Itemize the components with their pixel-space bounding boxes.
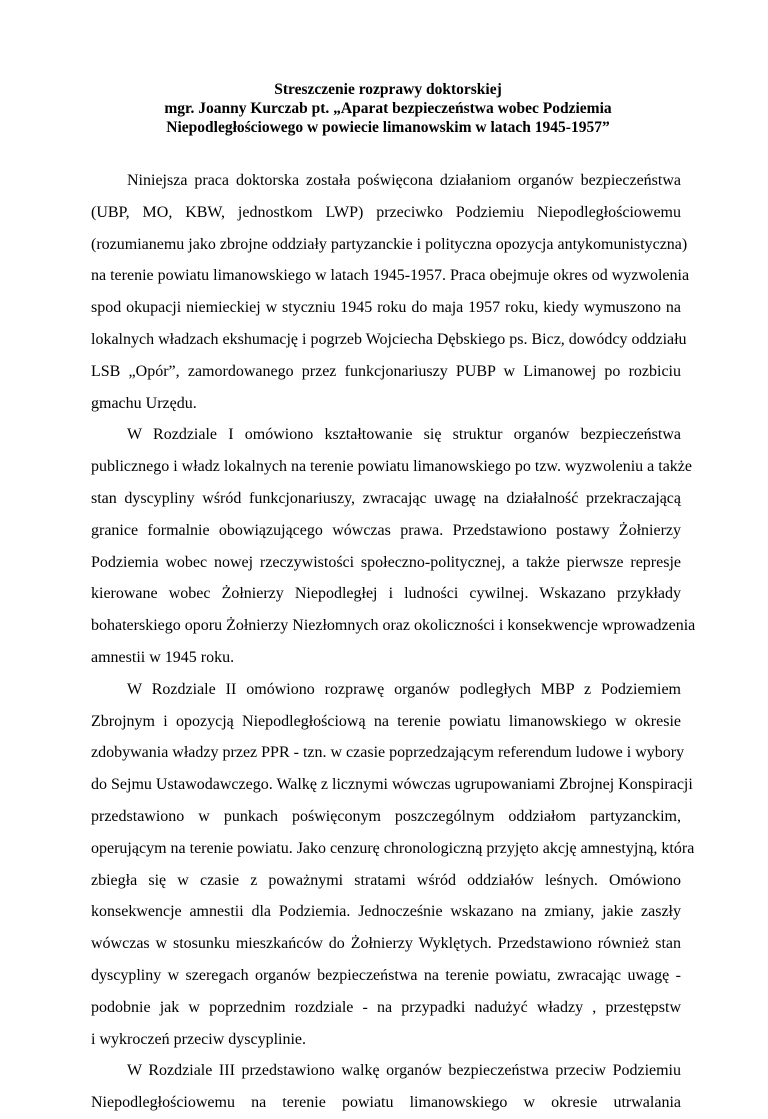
- text-line: na terenie powiatu limanowskiego w latach 1945-1957. Praca obejmuje okres od wyzwolenia: [91, 267, 690, 285]
- text-line: lokalnych władzach ekshumację i pogrzeb Wojciecha Dębskiego ps. Bicz, dowódcy oddziału: [91, 330, 687, 348]
- title-line: Streszczenie rozprawy doktorskiej: [274, 81, 502, 98]
- text-line: konsekwencje amnestii dla Podziemia. Jednocześnie wskazano na zmiany, jakie zaszły: [91, 903, 681, 921]
- document-body: [91, 165, 696, 1119]
- text-line: W Rozdziale I omówiono kształtowanie się struktur organów bezpieczeństwa: [127, 426, 681, 444]
- text-line: W Rozdziale III przedstawiono walkę organów bezpieczeństwa przeciw Podziemiu: [127, 1062, 681, 1080]
- text-line: operującym na terenie powiatu. Jako cenzurę chronologiczną przyjęto akcję amnestyjną, która: [91, 839, 695, 857]
- text-line: (UBP, MO, KBW, jednostkom LWP) przeciwko Podziemiu Niepodległościowemu: [91, 203, 681, 221]
- text-line: stan dyscypliny wśród funkcjonariuszy, zwracając uwagę na działalność przekraczającą: [91, 489, 681, 507]
- text-line: i wykroczeń przeciw dyscyplinie.: [91, 1030, 307, 1048]
- text-line: przedstawiono w punkach poświęconym poszczególnym oddziałom partyzanckim,: [91, 807, 681, 825]
- text-line: Podziemia wobec nowej rzeczywistości społeczno-politycznej, a także pierwsze represje: [91, 553, 681, 571]
- text-line: zbiegła się w czasie z poważnymi stratami wśród oddziałów leśnych. Omówiono: [91, 871, 681, 889]
- paragraph-chapter-2: [91, 674, 695, 1056]
- text-line: podobnie jak w poprzednim rozdziale - na przypadki nadużyć władzy , przestępstw: [91, 998, 681, 1016]
- text-line: granice formalnie obowiązującego wówczas prawa. Przedstawiono postawy Żołnierzy: [91, 521, 681, 539]
- title-line: Niepodległościowego w powiecie limanowskim w latach 1945-1957”: [166, 119, 610, 136]
- text-line: bohaterskiego oporu Żołnierzy Niezłomnych oraz okoliczności i konsekwencje wprowadzenia: [91, 617, 696, 635]
- text-line: spod okupacji niemieckiej w styczniu 1945 roku do maja 1957 roku, kiedy wymuszono na: [91, 299, 681, 317]
- text-line: kierowane wobec Żołnierzy Niepodległej i ludności cywilnej. Wskazano przykłady: [91, 585, 681, 603]
- text-line: Zbrojnym i opozycją Niepodległościową na terenie powiatu limanowskiego w okresie: [91, 712, 681, 730]
- text-line: (rozumianemu jako zbrojne oddziały partyzanckie i polityczna opozycja antykomunistyczna): [91, 235, 688, 253]
- text-line: LSB „Opór”, zamordowanego przez funkcjonariuszy PUBP w Limanowej po rozbiciu: [91, 362, 681, 380]
- text-line: Niniejsza praca doktorska została poświęcona działaniom organów bezpieczeństwa: [127, 172, 681, 189]
- document-title: [91, 80, 681, 137]
- text-line: do Sejmu Ustawodawczego. Walkę z licznymi wówczas ugrupowaniami Zbrojnej Konspiracji: [91, 776, 693, 794]
- text-line: W Rozdziale II omówiono rozprawę organów podległych MBP z Podziemiem: [127, 680, 681, 698]
- text-line: zdobywania władzy przez PPR - tzn. w czasie poprzedzającym referendum ludowe i wybory: [91, 744, 685, 762]
- title-line: mgr. Joanny Kurczab pt. „Aparat bezpieczeństwa wobec Podziemia: [164, 100, 612, 117]
- paragraph-intro: [91, 165, 690, 419]
- text-line: Niepodległościowemu na terenie powiatu limanowskiego w okresie utrwalania: [91, 1094, 681, 1112]
- text-line: gmachu Urzędu.: [91, 394, 197, 412]
- text-line: dyscypliny w szeregach organów bezpieczeństwa na terenie powiatu, zwracając uwagę -: [91, 966, 681, 984]
- text-line: wówczas w stosunku mieszkańców do Żołnierzy Wyklętych. Przedstawiono również stan: [91, 935, 681, 953]
- text-line: publicznego i władz lokalnych na terenie powiatu limanowskiego po tzw. wyzwoleniu a także: [91, 458, 692, 476]
- text-line: amnestii w 1945 roku.: [91, 648, 235, 666]
- paragraph-chapter-1: [91, 419, 696, 673]
- paragraph-chapter-3: [91, 1055, 681, 1119]
